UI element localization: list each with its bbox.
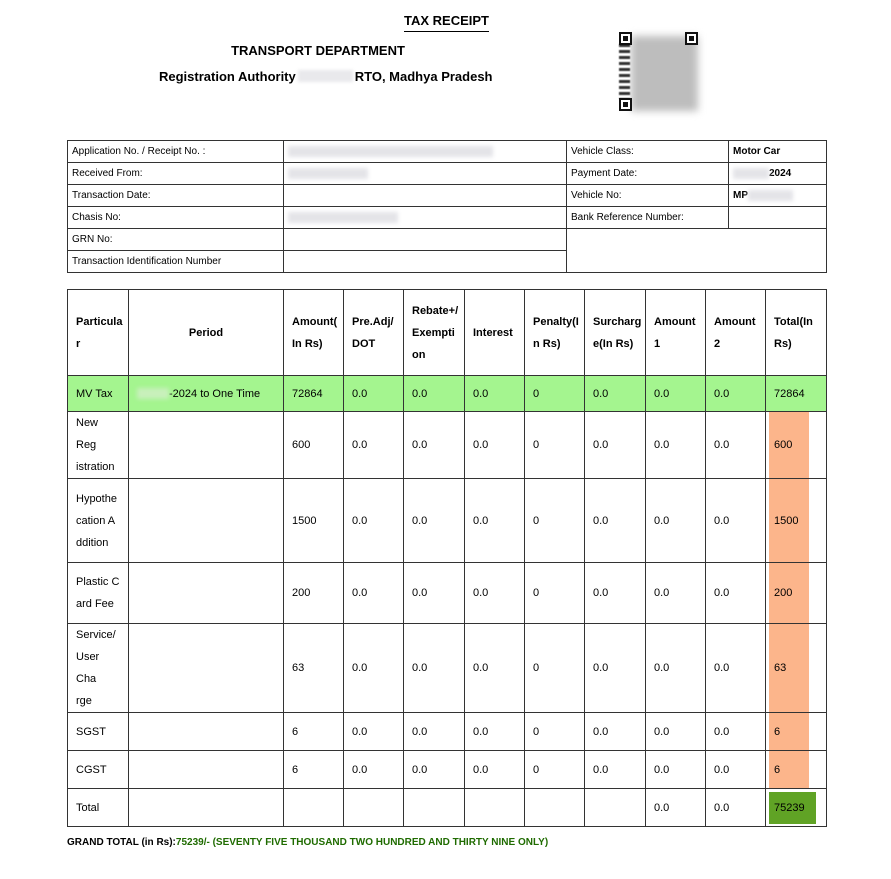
- received-from-label: Received From:: [68, 163, 284, 185]
- qr-finder-top-right: [685, 32, 698, 45]
- header-amount1: Amount 1: [646, 290, 706, 376]
- total-row: [68, 789, 827, 827]
- cell-amount: 200: [284, 563, 344, 624]
- qr-code: [619, 32, 698, 111]
- txn-id-value: [284, 251, 567, 273]
- cell-amount: 63: [284, 624, 344, 713]
- grand-total-line: [67, 837, 548, 848]
- header-amount: Amount( In Rs): [284, 290, 344, 376]
- cell-interest: 0.0: [465, 376, 525, 412]
- header-penalty: Penalty(I n Rs): [525, 290, 585, 376]
- cell-rebate: 0.0: [404, 563, 465, 624]
- cell-amount2: 0.0: [706, 624, 766, 713]
- header-pre-adj: Pre.Adj/ DOT: [344, 290, 404, 376]
- transaction-date-value: [284, 185, 567, 207]
- tax-header-row: [68, 290, 827, 376]
- application-value: [284, 141, 567, 163]
- chasis-label: Chasis No:: [68, 207, 284, 229]
- cell-amount1: 0.0: [646, 479, 706, 563]
- total-rebate: [404, 789, 465, 827]
- cell-surcharge: 0.0: [585, 376, 646, 412]
- cell-total: 600: [766, 412, 827, 479]
- total-period: [129, 789, 284, 827]
- cell-amount: 6: [284, 713, 344, 751]
- cell-particular: SGST: [68, 713, 129, 751]
- header-amount2: Amount 2: [706, 290, 766, 376]
- cell-amount: 1500: [284, 479, 344, 563]
- cell-interest: 0.0: [465, 479, 525, 563]
- total-amount2: 0.0: [706, 789, 766, 827]
- cell-amount2: 0.0: [706, 713, 766, 751]
- cell-pre-adj: 0.0: [344, 412, 404, 479]
- grn-value: [284, 229, 567, 251]
- redacted-vehicle-no: [748, 190, 793, 201]
- table-row: [68, 624, 827, 713]
- cell-amount2: 0.0: [706, 376, 766, 412]
- cell-period: [129, 563, 284, 624]
- authority-prefix: Registration Authority: [159, 69, 296, 84]
- cell-amount: 6: [284, 751, 344, 789]
- payment-date-label: Payment Date:: [567, 163, 729, 185]
- cell-amount1: 0.0: [646, 713, 706, 751]
- table-row: [68, 376, 827, 412]
- cell-penalty: 0: [525, 624, 585, 713]
- cell-particular: Hypothe cation A ddition: [68, 479, 129, 563]
- grand-total-value: 75239: [769, 792, 816, 824]
- redacted-payment-date: [733, 168, 769, 179]
- grn-label: GRN No:: [68, 229, 284, 251]
- cell-total: 72864: [766, 376, 827, 412]
- cell-amount: 600: [284, 412, 344, 479]
- cell-pre-adj: 0.0: [344, 624, 404, 713]
- application-label: Application No. / Receipt No. :: [68, 141, 284, 163]
- header-total: Total(In Rs): [766, 290, 827, 376]
- transaction-date-label: Transaction Date:: [68, 185, 284, 207]
- cell-period: [129, 412, 284, 479]
- registration-authority: [159, 69, 493, 84]
- cell-pre-adj: 0.0: [344, 376, 404, 412]
- redacted-received-from: [288, 168, 368, 179]
- cell-period: [129, 751, 284, 789]
- bank-ref-value: [729, 207, 827, 229]
- received-from-value: [284, 163, 567, 185]
- cell-penalty: 0: [525, 376, 585, 412]
- header-particular: Particula r: [68, 290, 129, 376]
- cell-rebate: 0.0: [404, 713, 465, 751]
- vehicle-no-label: Vehicle No:: [567, 185, 729, 207]
- cell-period: [129, 479, 284, 563]
- qr-modules: [619, 44, 630, 99]
- total-pre-adj: [344, 789, 404, 827]
- cell-pre-adj: 0.0: [344, 713, 404, 751]
- bank-ref-label: Bank Reference Number:: [567, 207, 729, 229]
- receipt-title: TAX RECEIPT: [404, 13, 489, 32]
- cell-particular: CGST: [68, 751, 129, 789]
- cell-penalty: 0: [525, 751, 585, 789]
- cell-total: 1500: [766, 479, 827, 563]
- header-period: Period: [129, 290, 284, 376]
- txn-id-label: Transaction Identification Number: [68, 251, 284, 273]
- cell-period: [129, 713, 284, 751]
- cell-total: 200: [766, 563, 827, 624]
- total-interest: [465, 789, 525, 827]
- department-name: TRANSPORT DEPARTMENT: [231, 43, 405, 58]
- receipt-info-table: [67, 140, 827, 273]
- cell-surcharge: 0.0: [585, 624, 646, 713]
- cell-period: [129, 624, 284, 713]
- cell-penalty: 0: [525, 713, 585, 751]
- cell-particular: New Reg istration: [68, 412, 129, 479]
- cell-total: 63: [766, 624, 827, 713]
- cell-amount2: 0.0: [706, 412, 766, 479]
- tax-table: [67, 289, 827, 827]
- cell-amount1: 0.0: [646, 412, 706, 479]
- cell-penalty: 0: [525, 563, 585, 624]
- table-row: [68, 479, 827, 563]
- cell-rebate: 0.0: [404, 624, 465, 713]
- cell-total: 6: [766, 751, 827, 789]
- cell-amount1: 0.0: [646, 624, 706, 713]
- total-label: Total: [68, 789, 129, 827]
- table-row: [68, 563, 827, 624]
- chasis-value: [284, 207, 567, 229]
- cell-surcharge: 0.0: [585, 713, 646, 751]
- payment-date-year: 2024: [769, 168, 792, 180]
- cell-amount1: 0.0: [646, 376, 706, 412]
- total-penalty: [525, 789, 585, 827]
- cell-pre-adj: 0.0: [344, 563, 404, 624]
- header-surcharge: Surcharg e(In Rs): [585, 290, 646, 376]
- vehicle-class-label: Vehicle Class:: [567, 141, 729, 163]
- cell-amount2: 0.0: [706, 563, 766, 624]
- cell-interest: 0.0: [465, 751, 525, 789]
- cell-particular: MV Tax: [68, 376, 129, 412]
- cell-amount2: 0.0: [706, 751, 766, 789]
- cell-interest: 0.0: [465, 412, 525, 479]
- info-empty-block: [567, 229, 827, 273]
- cell-particular: Plastic C ard Fee: [68, 563, 129, 624]
- qr-finder-top-left: [619, 32, 632, 45]
- header-rebate: Rebate+/ Exempti on: [404, 290, 465, 376]
- cell-penalty: 0: [525, 412, 585, 479]
- cell-rebate: 0.0: [404, 751, 465, 789]
- cell-amount1: 0.0: [646, 563, 706, 624]
- redacted-chasis-no: [288, 212, 398, 223]
- cell-interest: 0.0: [465, 563, 525, 624]
- table-row: [68, 713, 827, 751]
- cell-surcharge: 0.0: [585, 412, 646, 479]
- vehicle-class-value: Motor Car: [729, 141, 827, 163]
- table-row: [68, 412, 827, 479]
- cell-rebate: 0.0: [404, 376, 465, 412]
- total-amount: [284, 789, 344, 827]
- vehicle-no-value: [729, 185, 827, 207]
- header-interest: Interest: [465, 290, 525, 376]
- total-surcharge: [585, 789, 646, 827]
- cell-rebate: 0.0: [404, 479, 465, 563]
- cell-surcharge: 0.0: [585, 751, 646, 789]
- cell-amount2: 0.0: [706, 479, 766, 563]
- cell-particular: Service/ User Cha rge: [68, 624, 129, 713]
- qr-finder-bottom-left: [619, 98, 632, 111]
- redacted-rto-name: [298, 70, 353, 82]
- cell-rebate: 0.0: [404, 412, 465, 479]
- cell-penalty: 0: [525, 479, 585, 563]
- cell-pre-adj: 0.0: [344, 479, 404, 563]
- vehicle-no-prefix: MP: [733, 190, 748, 202]
- cell-period: -2024 to One Time: [129, 376, 284, 412]
- cell-amount1: 0.0: [646, 751, 706, 789]
- total-value-cell: [766, 789, 827, 827]
- cell-surcharge: 0.0: [585, 563, 646, 624]
- grand-total-amount-words: 75239/- (SEVENTY FIVE THOUSAND TWO HUNDRED AND THIRTY NINE ONLY): [175, 837, 549, 848]
- cell-total: 6: [766, 713, 827, 751]
- cell-interest: 0.0: [465, 624, 525, 713]
- redacted-application-no: [288, 146, 493, 157]
- qr-blur: [631, 36, 698, 111]
- total-amount1: 0.0: [646, 789, 706, 827]
- cell-surcharge: 0.0: [585, 479, 646, 563]
- payment-date-value: [729, 163, 827, 185]
- redacted-period-start: [137, 388, 169, 399]
- authority-suffix: RTO, Madhya Pradesh: [354, 69, 493, 84]
- cell-interest: 0.0: [465, 713, 525, 751]
- cell-amount: 72864: [284, 376, 344, 412]
- cell-pre-adj: 0.0: [344, 751, 404, 789]
- grand-total-label: GRAND TOTAL (in Rs):: [67, 837, 176, 848]
- table-row: [68, 751, 827, 789]
